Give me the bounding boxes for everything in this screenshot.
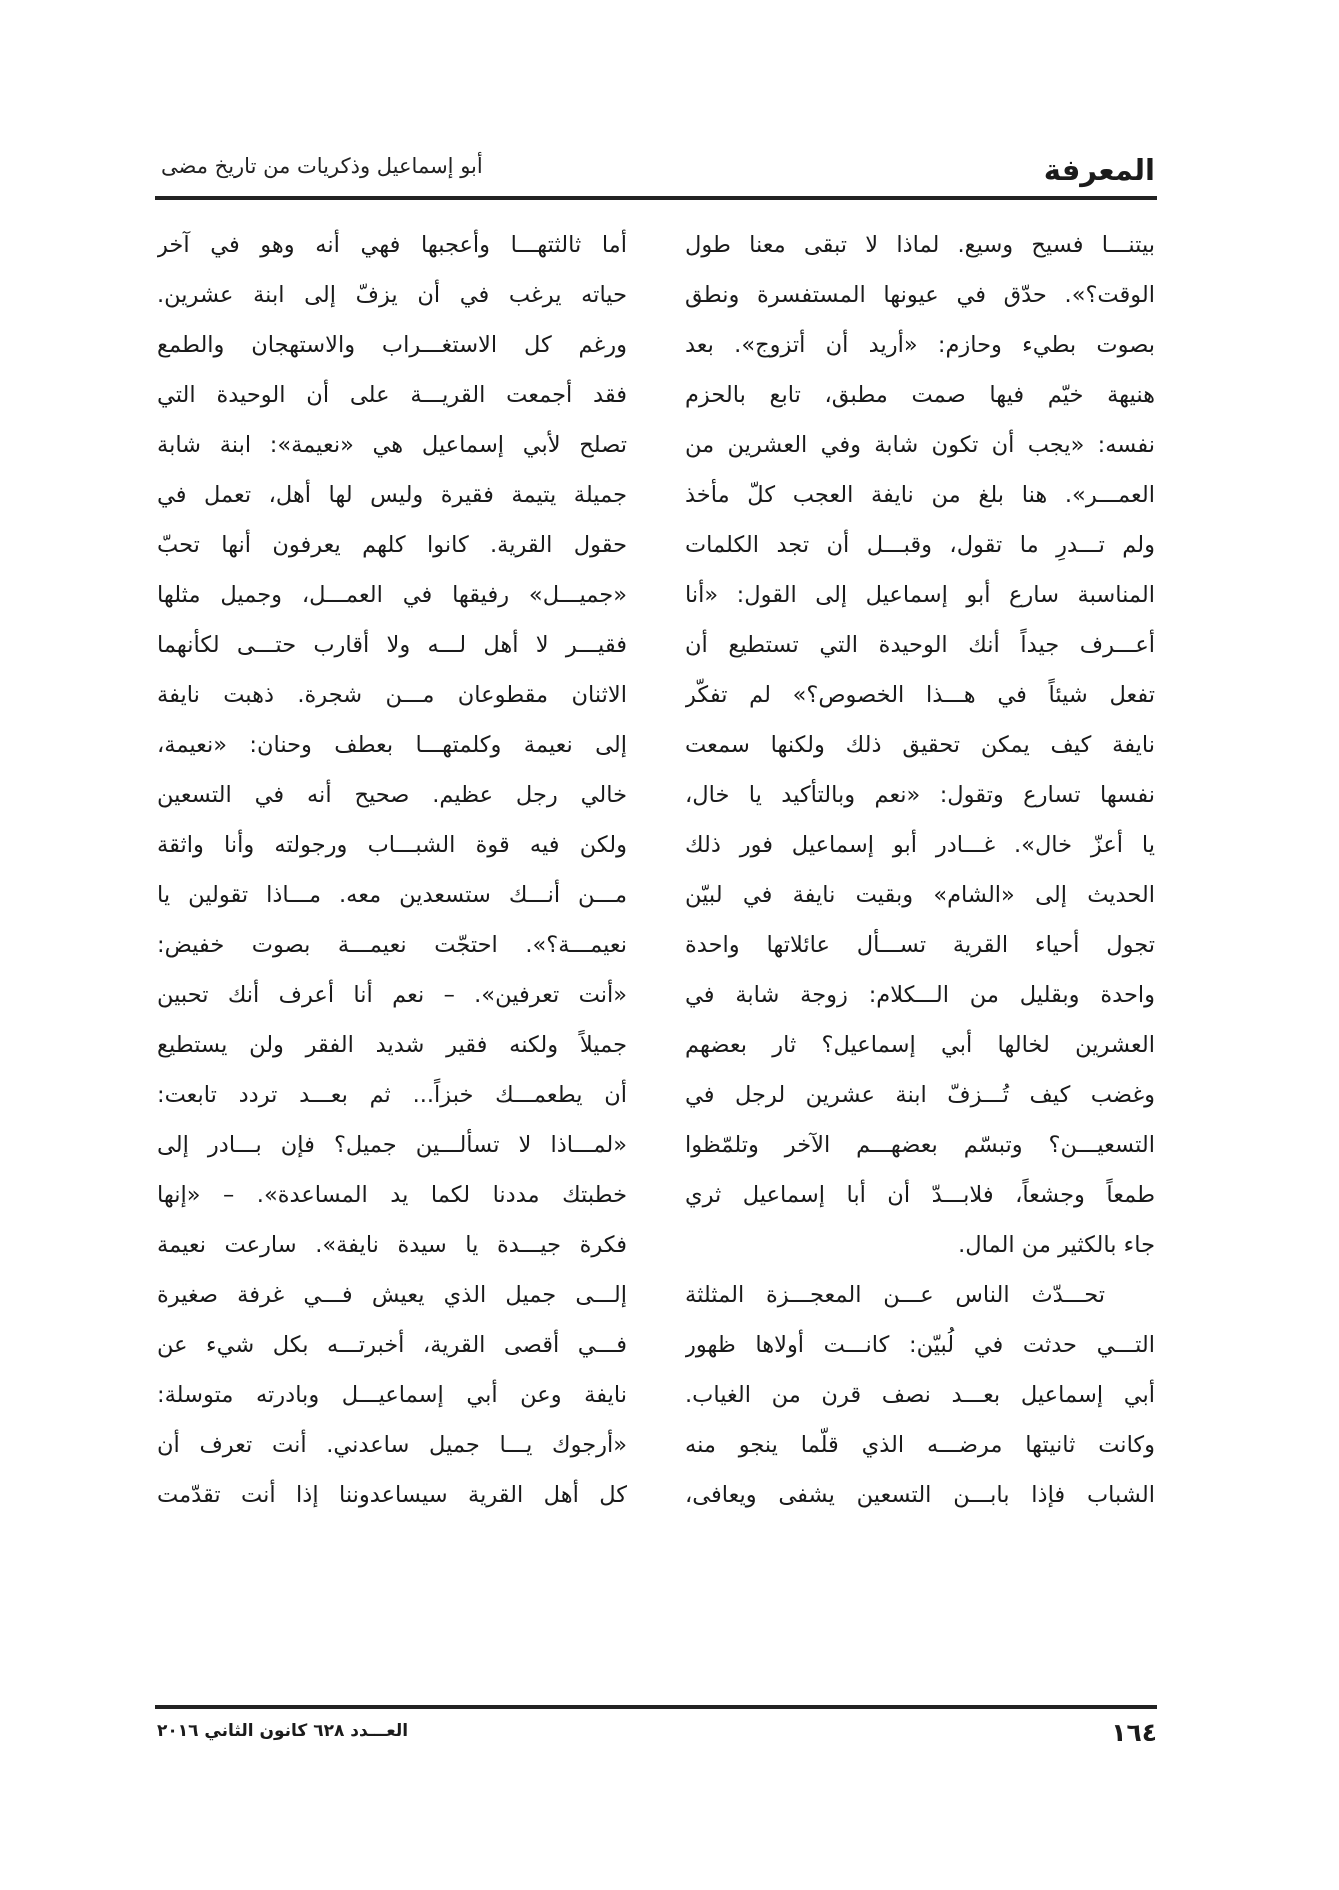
text-line: نايفة وعن أبي إسماعيـــل وبادرته متوسلة: bbox=[157, 1382, 627, 1408]
page-header bbox=[155, 150, 1155, 194]
text-column-left bbox=[157, 220, 627, 1700]
header-rule bbox=[155, 196, 1157, 200]
text-line: «أنت تعرفين». – نعم أنا أعرف أنك تحبين bbox=[157, 982, 627, 1008]
text-line: تصلح لأبي إسماعيل هي «نعيمة»: ابنة شابة bbox=[157, 432, 627, 458]
magazine-logo: المعرفة bbox=[1043, 153, 1155, 187]
text-line: وكانت ثانيتها مرضـــه الذي قلّما ينجو منه bbox=[685, 1432, 1155, 1458]
text-line: جميلاً ولكنه فقير شديد الفقر ولن يستطيع bbox=[157, 1032, 627, 1058]
text-line: نعيمـــة؟». احتجّت نعيمـــة بصوت خفيض: bbox=[157, 932, 627, 958]
text-line: طمعاً وجشعاً، فلابـــدّ أن أبا إسماعيل ثري bbox=[685, 1182, 1155, 1208]
text-line: فكرة جيـــدة يا سيدة نايفة». سارعت نعيمة bbox=[157, 1232, 627, 1258]
text-line: العشرين لخالها أبي إسماعيل؟ ثار بعضهم bbox=[685, 1032, 1155, 1058]
text-line: الشباب فإذا بابـــن التسعين يشفى ويعافى، bbox=[685, 1482, 1155, 1508]
text-line: حقول القرية. كانوا كلهم يعرفون أنها تحبّ bbox=[157, 532, 627, 558]
text-line: إلى نعيمة وكلمتهـــا بعطف وحنان: «نعيمة، bbox=[157, 732, 627, 758]
footer-rule bbox=[155, 1705, 1157, 1709]
text-line: جميلة يتيمة فقيرة وليس لها أهل، تعمل في bbox=[157, 482, 627, 508]
text-line: بيتنـــا فسيح وسيع. لماذا لا تبقى معنا طول bbox=[685, 232, 1155, 258]
text-line: ولم تـــدرِ ما تقول، وقبـــل أن تجد الكلمات bbox=[685, 532, 1155, 558]
text-line: فقيـــر لا أهل لـــه ولا أقارب حتـــى لكأنهما bbox=[157, 632, 627, 658]
text-line: بصوت بطيء وحازم: «أريد أن أتزوج». بعد bbox=[685, 332, 1155, 358]
text-line: الوقت؟». حدّق في عيونها المستفسرة ونطق bbox=[685, 282, 1155, 308]
text-line: خطبتك مددنا لكما يد المساعدة». – «إنها bbox=[157, 1182, 627, 1208]
running-title: أبو إسماعيل وذكريات من تاريخ مضى bbox=[161, 154, 483, 178]
text-line: نايفة كيف يمكن تحقيق ذلك ولكنها سمعت bbox=[685, 732, 1155, 758]
text-line: الحديث إلى «الشام» وبقيت نايفة في لبيّن bbox=[685, 882, 1155, 908]
text-line: العمـــر». هنا بلغ من نايفة العجب كلّ مأخذ bbox=[685, 482, 1155, 508]
text-line: أبي إسماعيل بعـــد نصف قرن من الغياب. bbox=[685, 1382, 1155, 1408]
page-number: ١٦٤ bbox=[1111, 1718, 1157, 1747]
text-line: خالي رجل عظيم. صحيح أنه في التسعين bbox=[157, 782, 627, 808]
text-line: تفعل شيئاً في هـــذا الخصوص؟» لم تفكّر bbox=[685, 682, 1155, 708]
page-footer bbox=[155, 1718, 1157, 1758]
text-line: هنيهة خيّم فيها صمت مطبق، تابع بالحزم bbox=[685, 382, 1155, 408]
text-line: واحدة وبقليل من الـــكلام: زوجة شابة في bbox=[685, 982, 1155, 1008]
text-line: ولكن فيه قوة الشبـــاب ورجولته وأنا واثقة bbox=[157, 832, 627, 858]
text-line: ورغم كل الاستغـــراب والاستهجان والطمع bbox=[157, 332, 627, 358]
text-line: أما ثالثتهـــا وأعجبها فهي أنه وهو في آخر bbox=[157, 232, 627, 258]
text-line: أعـــرف جيداً أنك الوحيدة التي تستطيع أن bbox=[685, 632, 1155, 658]
text-line: فقد أجمعت القريـــة على أن الوحيدة التي bbox=[157, 382, 627, 408]
text-line: تجول أحياء القرية تســـأل عائلاتها واحدة bbox=[685, 932, 1155, 958]
text-line: إلـــى جميل الذي يعيش فـــي غرفة صغيرة bbox=[157, 1282, 627, 1308]
text-line: التسعيـــن؟ وتبسّم بعضهـــم الآخر وتلمّظوا bbox=[685, 1132, 1155, 1158]
text-line: فـــي أقصى القرية، أخبرتـــه بكل شيء عن bbox=[157, 1332, 627, 1358]
text-line: المناسبة سارع أبو إسماعيل إلى القول: «أنا bbox=[685, 582, 1155, 608]
text-line: «أرجوك يـــا جميل ساعدني. أنت تعرف أن bbox=[157, 1432, 627, 1458]
text-line: مـــن أنـــك ستسعدين معه. مـــاذا تقولين يا bbox=[157, 882, 627, 908]
text-line: «جميـــل» رفيقها في العمـــل، وجميل مثلها bbox=[157, 582, 627, 608]
text-column-right bbox=[685, 220, 1155, 1700]
text-line: أن يطعمـــك خبزاً... ثم بعـــد تردد تابعت: bbox=[157, 1082, 627, 1108]
text-line: جاء بالكثير من المال. bbox=[958, 1232, 1155, 1258]
text-line: الاثنان مقطوعان مـــن شجرة. ذهبت نايفة bbox=[157, 682, 627, 708]
text-line: كل أهل القرية سيساعدوننا إذا أنت تقدّمت bbox=[157, 1482, 627, 1508]
text-line: تحـــدّث الناس عـــن المعجـــزة المثلثة bbox=[685, 1282, 1105, 1308]
text-line: «لمـــاذا لا تسألـــين جميل؟ فإن بـــادر إلى bbox=[157, 1132, 627, 1158]
issue-info: العـــدد ٦٢٨ كانون الثاني ٢٠١٦ bbox=[157, 1721, 409, 1741]
text-line: التـــي حدثت في لُبيّن: كانـــت أولاها ظهور bbox=[685, 1332, 1155, 1358]
text-line: وغضب كيف تُـــزفّ ابنة عشرين لرجل في bbox=[685, 1082, 1155, 1108]
text-line: نفسها تسارع وتقول: «نعم وبالتأكيد يا خال، bbox=[685, 782, 1155, 808]
text-line: نفسه: «يجب أن تكون شابة وفي العشرين من bbox=[685, 432, 1155, 458]
text-line: حياته يرغب في أن يزفّ إلى ابنة عشرين. bbox=[157, 282, 627, 308]
text-line: يا أعزّ خال». غـــادر أبو إسماعيل فور ذلك bbox=[685, 832, 1155, 858]
